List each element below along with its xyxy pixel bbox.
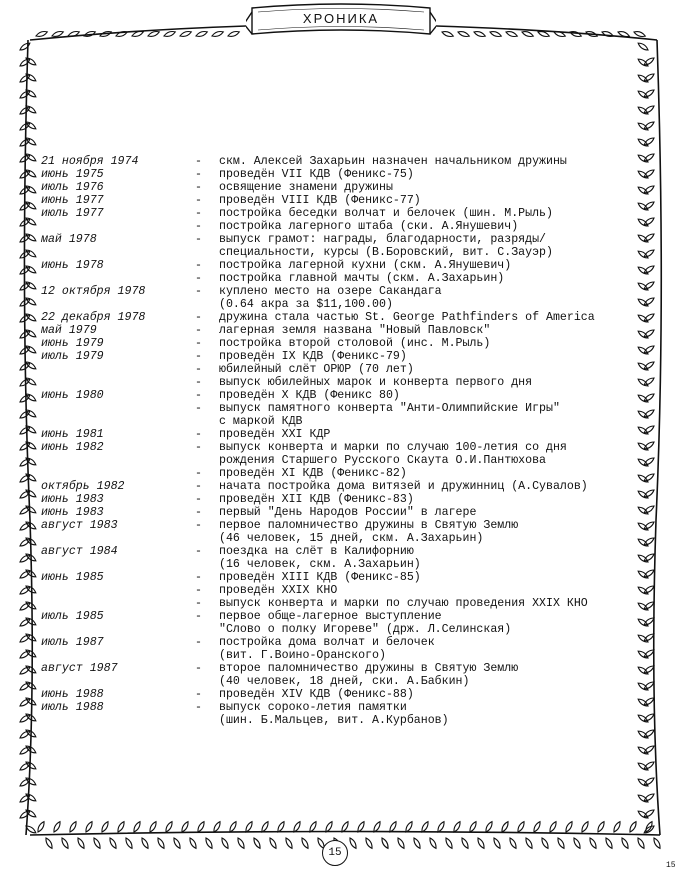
entry-text: проведён VII КДВ (Феникс-75) (219, 168, 414, 181)
entry-text: начата постройка дома витязей и дружинниц (А.Сувалов) (219, 480, 588, 493)
entry-dash: - (195, 662, 202, 675)
leaf-ornament (25, 680, 37, 690)
entry-date: август 1984 (41, 545, 118, 558)
chronicle-entry (41, 597, 656, 610)
leaf-ornament (532, 821, 541, 833)
entry-text: проведён XXI КДР (219, 428, 331, 441)
leaf-ornament (505, 30, 518, 38)
entry-text: постройка главной мачты (скм. А.Захарьин) (219, 272, 505, 285)
leaf-ornament (115, 30, 128, 38)
leaf-ornament (25, 664, 37, 674)
leaf-ornament (25, 776, 37, 786)
entry-date: июль 1979 (41, 350, 104, 363)
entry-date: июль 1977 (41, 207, 104, 220)
entry-text: юбилейный слёт ОРЮР (70 лет) (219, 363, 414, 376)
leaf-ornament (25, 600, 37, 610)
chronicle-entry (41, 467, 656, 480)
chronicle-entry (41, 376, 656, 389)
leaf-ornament (25, 376, 37, 386)
leaf-ornament (268, 837, 277, 849)
leaf-ornament (637, 793, 649, 803)
entry-text: проведён VIII КДВ (Феникс-77) (219, 194, 421, 207)
entry-date: 12 октября 1978 (41, 285, 146, 298)
leaf-ornament (44, 837, 53, 849)
leaf-ornament (25, 760, 37, 770)
chronicle-entry (41, 220, 656, 233)
leaf-ornament (156, 837, 165, 849)
entry-date: 22 декабря 1978 (41, 311, 146, 324)
entry-text: (46 человек, 15 дней, скм. А.Захарьин) (219, 532, 484, 545)
leaf-ornament (441, 30, 454, 38)
entry-dash: - (195, 636, 202, 649)
chronicle-entry (41, 480, 656, 493)
leaf-ornament (212, 821, 221, 833)
chronicle-entry (41, 675, 656, 688)
entry-dash: - (195, 506, 202, 519)
entry-date: июнь 1975 (41, 168, 104, 181)
leaf-ornament (220, 837, 229, 849)
page-number: 15 (322, 840, 348, 866)
page-title: ХРОНИКА (302, 11, 380, 26)
leaf-ornament (25, 696, 37, 706)
chronicle-entry (41, 298, 656, 311)
entry-dash: - (195, 688, 202, 701)
entry-date: июнь 1981 (41, 428, 104, 441)
entry-dash: - (195, 389, 202, 402)
entry-date: июнь 1979 (41, 337, 104, 350)
chronicle-entry (41, 454, 656, 467)
entry-text: выпуск конверта и марки по случаю проведения XXIX КНО (219, 597, 588, 610)
leaf-ornament (637, 121, 649, 131)
chronicle-entry (41, 519, 656, 532)
entry-date: июнь 1985 (41, 571, 104, 584)
chronicle-entry (41, 610, 656, 623)
leaf-ornament (460, 837, 469, 849)
chronicle-entry (41, 636, 656, 649)
leaf-ornament (25, 616, 37, 626)
leaf-ornament (492, 837, 501, 849)
leaf-ornament (468, 821, 477, 833)
entry-dash: - (195, 376, 202, 389)
leaf-ornament (380, 837, 389, 849)
leaf-ornament (556, 837, 565, 849)
leaf-ornament (476, 837, 485, 849)
leaf-ornament (148, 821, 157, 833)
leaf-ornament (569, 30, 582, 38)
leaf-ornament (25, 296, 37, 306)
entry-date: июнь 1983 (41, 493, 104, 506)
entry-text: проведён XXIX КНО (219, 584, 338, 597)
entry-date: июнь 1978 (41, 259, 104, 272)
entry-date: июнь 1980 (41, 389, 104, 402)
leaf-ornament (211, 30, 224, 38)
chronicle-entry (41, 428, 656, 441)
leaf-ornament (140, 837, 149, 849)
leaf-ornament (92, 837, 101, 849)
entry-text: (шин. Б.Мальцев, вит. А.Курбанов) (219, 714, 449, 727)
chronicle-entry (41, 649, 656, 662)
leaf-ornament (652, 837, 661, 849)
leaf-ornament (300, 837, 309, 849)
leaf-ornament (348, 837, 357, 849)
entry-text: постройка лагерной кухни (скм. А.Янушевич) (219, 259, 512, 272)
entry-text: постройка дома волчат и белочек (219, 636, 435, 649)
leaf-ornament (25, 488, 37, 498)
leaf-ornament (204, 837, 213, 849)
entry-text: выпуск памятного конверта "Анти-Олимпийские Игры" (219, 402, 560, 415)
entry-dash: - (195, 181, 202, 194)
entry-text: проведён XIV КДВ (Феникс-88) (219, 688, 414, 701)
leaf-ornament (521, 30, 534, 38)
leaf-ornament (236, 837, 245, 849)
leaf-ornament (25, 248, 37, 258)
entry-text: "Слово о полку Игореве" (држ. Л.Селинская) (219, 623, 512, 636)
leaf-ornament (25, 136, 37, 146)
leaf-ornament (163, 30, 176, 38)
leaf-ornament (52, 821, 61, 833)
chronicle-entry (41, 168, 656, 181)
entry-dash: - (195, 597, 202, 610)
entry-dash: - (195, 155, 202, 168)
entry-text: выпуск юбилейных марок и конверта первого дня (219, 376, 533, 389)
entry-dash: - (195, 493, 202, 506)
entry-dash: - (195, 428, 202, 441)
entry-text: с маркой КДВ (219, 415, 303, 428)
entry-text: проведён X КДВ (Феникс 80) (219, 389, 400, 402)
entry-text: постройка лагерного штаба (ски. А.Янушевич) (219, 220, 519, 233)
leaf-ornament (444, 837, 453, 849)
chronicle-entry (41, 688, 656, 701)
entry-dash: - (195, 363, 202, 376)
leaf-ornament (68, 821, 77, 833)
entry-date: июнь 1983 (41, 506, 104, 519)
leaf-ornament (25, 152, 37, 162)
chronicle-entry (41, 584, 656, 597)
entry-text: постройка второй столовой (инс. М.Рыль) (219, 337, 491, 350)
entry-text: выпуск грамот: награды, благодарности, разряды/ (219, 233, 546, 246)
entry-text: выпуск конверта и марки по случаю 100-летия со дня (219, 441, 567, 454)
leaf-ornament (172, 837, 181, 849)
entry-dash: - (195, 610, 202, 623)
entry-text: выпуск сороко-летия памятки (219, 701, 407, 714)
entry-dash: - (195, 311, 202, 324)
leaf-ornament (620, 837, 629, 849)
leaf-ornament (564, 821, 573, 833)
entry-dash: - (195, 324, 202, 337)
leaf-ornament (19, 41, 31, 51)
entry-text: первое обще-лагерное выступление (219, 610, 442, 623)
entry-text: первое паломничество дружины в Святую Землю (219, 519, 519, 532)
chronicle-entry (41, 194, 656, 207)
leaf-ornament (25, 120, 37, 130)
leaf-ornament (164, 821, 173, 833)
leaf-ornament (196, 821, 205, 833)
chronicle-entry (41, 207, 656, 220)
entry-text: проведён XI КДВ (Феникс-82) (219, 467, 407, 480)
entry-dash: - (195, 233, 202, 246)
chronicle-entry (41, 259, 656, 272)
leaf-ornament (637, 777, 649, 787)
leaf-ornament (452, 821, 461, 833)
entry-dash: - (195, 207, 202, 220)
leaf-ornament (25, 792, 37, 802)
chronicle-entry (41, 155, 656, 168)
chronicle-entry (41, 714, 656, 727)
leaf-ornament (540, 837, 549, 849)
chronicle-entry (41, 506, 656, 519)
entry-date: октябрь 1982 (41, 480, 125, 493)
entry-text: (0.64 акра за $11,100.00) (219, 298, 393, 311)
leaf-ornament (596, 821, 605, 833)
chronicle-entry (41, 363, 656, 376)
leaf-ornament (580, 821, 589, 833)
leaf-ornament (132, 821, 141, 833)
entry-dash: - (195, 350, 202, 363)
entry-text: первый "День Народов России" в лагере (219, 506, 477, 519)
entry-dash: - (195, 220, 202, 233)
chronicle-entry (41, 272, 656, 285)
chronicle-entry (41, 246, 656, 259)
entry-text: постройка беседки волчат и белочек (шин. М.Рыль) (219, 207, 553, 220)
entry-date: май 1978 (41, 233, 97, 246)
entry-dash: - (195, 285, 202, 298)
chronicle-entry (41, 623, 656, 636)
chronicle-list (41, 155, 656, 727)
entry-text: проведён XIII КДВ (Феникс-85) (219, 571, 421, 584)
entry-date: июнь 1988 (41, 688, 104, 701)
leaf-ornament (636, 837, 645, 849)
entry-date: 21 ноября 1974 (41, 155, 139, 168)
entry-dash: - (195, 480, 202, 493)
entry-date: май 1979 (41, 324, 97, 337)
chronicle-entry (41, 701, 656, 714)
leaf-ornament (637, 729, 649, 739)
leaf-ornament (35, 30, 48, 38)
corner-page-number: 15 (666, 861, 676, 870)
entry-dash: - (195, 259, 202, 272)
leaf-ornament (25, 184, 37, 194)
leaf-ornament (524, 837, 533, 849)
leaf-ornament (508, 837, 517, 849)
leaf-ornament (604, 837, 613, 849)
leaf-ornament (76, 837, 85, 849)
chronicle-entry (41, 389, 656, 402)
leaf-ornament (252, 837, 261, 849)
entry-date: июнь 1977 (41, 194, 104, 207)
entry-text: лагерная земля названа "Новый Павловск" (219, 324, 491, 337)
leaf-ornament (473, 30, 486, 38)
leaf-ornament (548, 821, 557, 833)
leaf-ornament (25, 200, 37, 210)
leaf-ornament (637, 809, 649, 819)
chronicle-entry (41, 415, 656, 428)
leaf-ornament (637, 57, 649, 67)
entry-dash: - (195, 441, 202, 454)
entry-dash: - (195, 584, 202, 597)
chronicle-entry (41, 558, 656, 571)
chronicle-entry (41, 181, 656, 194)
chronicle-entry (41, 324, 656, 337)
leaf-ornament (124, 837, 133, 849)
leaf-ornament (25, 648, 37, 658)
entry-date: июль 1976 (41, 181, 104, 194)
entry-text: специальности, курсы (В.Боровский, вит. С.Зауэр) (219, 246, 553, 259)
entry-text: второе паломничество дружины в Святую Землю (219, 662, 519, 675)
chronicle-entry (41, 545, 656, 558)
leaf-ornament (25, 232, 37, 242)
entry-text: скм. Алексей Захарьин назначен начальником дружины (219, 155, 567, 168)
entry-dash: - (195, 194, 202, 207)
leaf-ornament (633, 30, 646, 38)
leaf-ornament (572, 837, 581, 849)
entry-dash: - (195, 337, 202, 350)
entry-dash: - (195, 545, 202, 558)
leaf-ornament (108, 837, 117, 849)
leaf-ornament (227, 30, 240, 38)
entry-date: июль 1987 (41, 636, 104, 649)
entry-text: (40 человек, 18 дней, ски. А.Бабкин) (219, 675, 470, 688)
leaf-ornament (25, 360, 37, 370)
chronicle-entry (41, 402, 656, 415)
chronicle-entry (41, 350, 656, 363)
leaf-ornament (180, 821, 189, 833)
leaf-ornament (188, 837, 197, 849)
leaf-ornament (489, 30, 502, 38)
entry-dash: - (195, 701, 202, 714)
leaf-ornament (601, 30, 614, 38)
leaf-ornament (84, 821, 93, 833)
chronicle-entry (41, 337, 656, 350)
leaf-ornament (428, 837, 437, 849)
entry-text: дружина стала частью St. George Pathfinders of America (219, 311, 595, 324)
chronicle-entry (41, 493, 656, 506)
leaf-ornament (179, 30, 192, 38)
leaf-ornament (637, 137, 649, 147)
leaf-ornament (364, 837, 373, 849)
entry-text: куплено место на озере Сакандага (219, 285, 442, 298)
entry-dash: - (195, 272, 202, 285)
leaf-ornament (25, 264, 37, 274)
leaf-ornament (25, 168, 37, 178)
leaf-ornament (637, 761, 649, 771)
entry-date: август 1983 (41, 519, 118, 532)
leaf-ornament (25, 344, 37, 354)
entry-date: июль 1988 (41, 701, 104, 714)
leaf-ornament (412, 837, 421, 849)
entry-date: июнь 1982 (41, 441, 104, 454)
entry-text: рождения Старшего Русского Скаута О.И.Пантюхова (219, 454, 546, 467)
chronicle-entry (41, 662, 656, 675)
leaf-ornament (588, 837, 597, 849)
leaf-ornament (25, 472, 37, 482)
leaf-ornament (637, 745, 649, 755)
entry-date: август 1987 (41, 662, 118, 675)
leaf-ornament (484, 821, 493, 833)
leaf-ornament (25, 216, 37, 226)
entry-text: освящение знамени дружины (219, 181, 393, 194)
chronicle-entry (41, 532, 656, 545)
leaf-ornament (25, 456, 37, 466)
entry-text: (вит. Г.Воино-Оранского) (219, 649, 386, 662)
leaf-ornament (100, 821, 109, 833)
leaf-ornament (628, 821, 637, 833)
entry-date: июль 1985 (41, 610, 104, 623)
chronicle-entry (41, 233, 656, 246)
chronicle-entry (41, 571, 656, 584)
leaf-ornament (25, 328, 37, 338)
leaf-ornament (284, 837, 293, 849)
leaf-ornament (116, 821, 125, 833)
entry-dash: - (195, 467, 202, 480)
leaf-ornament (195, 30, 208, 38)
entry-dash: - (195, 402, 202, 415)
entry-text: (16 человек, скм. А.Захарьин) (219, 558, 421, 571)
entry-dash: - (195, 571, 202, 584)
entry-dash: - (195, 168, 202, 181)
chronicle-entry (41, 441, 656, 454)
leaf-ornament (637, 41, 649, 51)
chronicle-entry (41, 285, 656, 298)
leaf-ornament (457, 30, 470, 38)
entry-dash: - (195, 519, 202, 532)
leaf-ornament (516, 821, 525, 833)
leaf-ornament (396, 837, 405, 849)
chronicle-entry (41, 311, 656, 324)
leaf-ornament (637, 89, 649, 99)
entry-text: поездка на слёт в Калифорнию (219, 545, 414, 558)
leaf-ornament (637, 73, 649, 83)
entry-text: проведён IX КДВ (Феникс-79) (219, 350, 407, 363)
leaf-ornament (60, 837, 69, 849)
leaf-ornament (500, 821, 509, 833)
leaf-ornament (25, 312, 37, 322)
leaf-ornament (25, 504, 37, 514)
leaf-ornament (25, 632, 37, 642)
leaf-ornament (637, 105, 649, 115)
leaf-ornament (612, 821, 621, 833)
leaf-ornament (36, 821, 45, 833)
leaf-ornament (25, 280, 37, 290)
entry-text: проведён XII КДВ (Феникс-83) (219, 493, 414, 506)
